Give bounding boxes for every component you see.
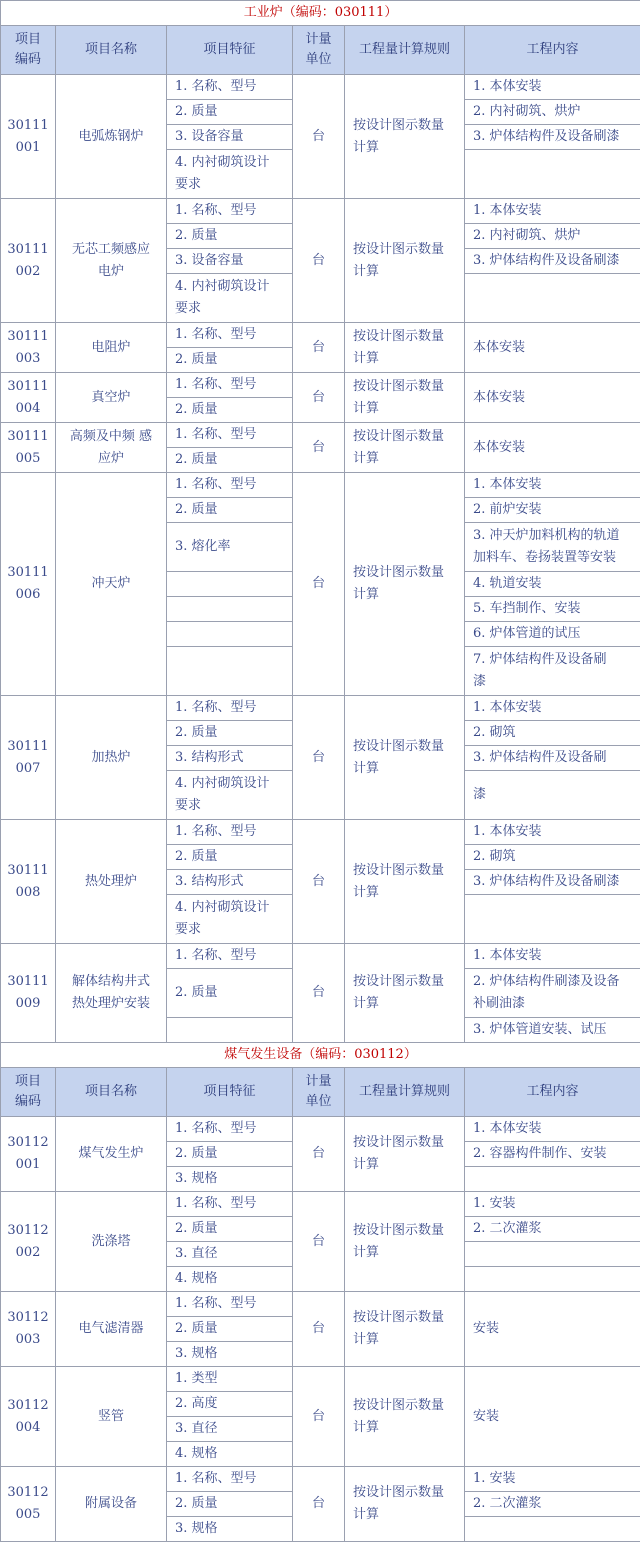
work-content-cell (465, 1267, 640, 1292)
item-name: 热处理炉 (56, 820, 167, 944)
feature-cell: 4. 规格 (167, 1267, 293, 1292)
work-content-cell: 3. 炉体结构件及设备刷漆 (465, 125, 640, 150)
item-name: 真空炉 (56, 373, 167, 423)
work-content-cell: 2. 炉体结构件刷漆及设备 补刷油漆 (465, 969, 640, 1018)
feature-cell: 3. 规格 (167, 1342, 293, 1367)
feature-cell: 2. 质量 (167, 969, 293, 1018)
column-header: 项目特征 (167, 1068, 293, 1117)
table-row (1, 944, 640, 969)
column-header: 工程内容 (465, 1068, 640, 1117)
rule-cell: 按设计图示数量 计算 (345, 696, 465, 820)
work-content-cell: 1. 本体安装 (465, 1117, 640, 1142)
work-content-cell: 2. 砌筑 (465, 845, 640, 870)
table-row (1, 373, 640, 398)
feature-cell: 3. 设备容量 (167, 125, 293, 150)
feature-cell: 3. 直径 (167, 1242, 293, 1267)
item-code: 30111 002 (1, 199, 56, 323)
work-content-cell: 1. 本体安装 (465, 75, 640, 100)
feature-cell: 2. 质量 (167, 224, 293, 249)
table-row (1, 696, 640, 721)
feature-cell: 4. 规格 (167, 1442, 293, 1467)
work-content-cell: 1. 本体安装 (465, 944, 640, 969)
table-row (1, 1192, 640, 1217)
unit-cell: 台 (293, 373, 345, 423)
work-content-cell (465, 895, 640, 944)
rule-cell: 按设计图示数量 计算 (345, 199, 465, 323)
work-content-cell (465, 150, 640, 199)
item-code: 30111 003 (1, 323, 56, 373)
item-code: 30111 007 (1, 696, 56, 820)
unit-cell: 台 (293, 944, 345, 1043)
item-name: 洗涤塔 (56, 1192, 167, 1292)
column-header: 计量 单位 (293, 1068, 345, 1117)
work-content-cell: 1. 安装 (465, 1192, 640, 1217)
feature-cell: 3. 结构形式 (167, 870, 293, 895)
item-code: 30112 003 (1, 1292, 56, 1367)
feature-cell: 3. 规格 (167, 1167, 293, 1192)
work-content-cell: 本体安装 (465, 423, 640, 473)
feature-cell: 3. 熔化率 (167, 523, 293, 572)
work-content-cell: 1. 安装 (465, 1467, 640, 1492)
work-content-cell: 1. 本体安装 (465, 199, 640, 224)
section-title-row (1, 1043, 640, 1068)
table-row (1, 1292, 640, 1317)
rule-cell: 按设计图示数量 计算 (345, 820, 465, 944)
item-code: 30111 004 (1, 373, 56, 423)
column-header: 工程量计算规则 (345, 1068, 465, 1117)
feature-cell: 3. 设备容量 (167, 249, 293, 274)
feature-cell: 2. 质量 (167, 1492, 293, 1517)
column-header: 工程量计算规则 (345, 26, 465, 75)
feature-cell: 3. 规格 (167, 1517, 293, 1542)
item-code: 30112 002 (1, 1192, 56, 1292)
feature-cell: 1. 名称、型号 (167, 323, 293, 348)
item-code: 30111 001 (1, 75, 56, 199)
item-name: 电弧炼钢炉 (56, 75, 167, 199)
rule-cell: 按设计图示数量 计算 (345, 1367, 465, 1467)
work-content-cell (465, 1167, 640, 1192)
table-row (1, 473, 640, 498)
item-code: 30111 006 (1, 473, 56, 696)
work-content-cell: 1. 本体安装 (465, 473, 640, 498)
feature-cell: 2. 质量 (167, 348, 293, 373)
item-name: 电气滤清器 (56, 1292, 167, 1367)
rule-cell: 按设计图示数量 计算 (345, 473, 465, 696)
table-row (1, 1117, 640, 1142)
unit-cell: 台 (293, 423, 345, 473)
feature-cell (167, 572, 293, 597)
work-content-cell: 2. 内衬砌筑、烘炉 (465, 224, 640, 249)
feature-cell: 3. 结构形式 (167, 746, 293, 771)
feature-cell: 1. 名称、型号 (167, 75, 293, 100)
item-name: 加热炉 (56, 696, 167, 820)
table-row (1, 423, 640, 448)
item-name: 竖管 (56, 1367, 167, 1467)
column-header: 项目 编码 (1, 26, 56, 75)
work-content-cell: 1. 本体安装 (465, 820, 640, 845)
work-content-cell: 安装 (465, 1367, 640, 1467)
column-header: 计量 单位 (293, 26, 345, 75)
feature-cell: 3. 直径 (167, 1417, 293, 1442)
feature-cell: 2. 质量 (167, 1317, 293, 1342)
feature-cell: 1. 类型 (167, 1367, 293, 1392)
rule-cell: 按设计图示数量 计算 (345, 75, 465, 199)
feature-cell: 4. 内衬砌筑设计 要求 (167, 150, 293, 199)
work-content-cell: 2. 容器构件制作、安装 (465, 1142, 640, 1167)
unit-cell: 台 (293, 1467, 345, 1542)
feature-cell: 2. 质量 (167, 100, 293, 125)
feature-cell: 1. 名称、型号 (167, 820, 293, 845)
feature-cell (167, 647, 293, 696)
work-content-cell: 1. 本体安装 (465, 696, 640, 721)
feature-cell: 2. 质量 (167, 1217, 293, 1242)
column-header: 项目 编码 (1, 1068, 56, 1117)
feature-cell: 2. 质量 (167, 721, 293, 746)
column-header: 工程内容 (465, 26, 640, 75)
feature-cell: 1. 名称、型号 (167, 696, 293, 721)
header-row (1, 1068, 640, 1117)
table-row (1, 199, 640, 224)
work-content-cell: 本体安装 (465, 373, 640, 423)
item-name: 冲天炉 (56, 473, 167, 696)
work-content-cell: 6. 炉体管道的试压 (465, 622, 640, 647)
feature-cell: 2. 质量 (167, 498, 293, 523)
unit-cell: 台 (293, 199, 345, 323)
work-content-cell: 3. 炉体结构件及设备刷 (465, 746, 640, 771)
work-content-cell: 本体安装 (465, 323, 640, 373)
section-title-row (1, 1, 640, 26)
work-content-cell: 2. 二次灌浆 (465, 1492, 640, 1517)
work-content-cell (465, 274, 640, 323)
table-row (1, 75, 640, 100)
work-content-cell (465, 1517, 640, 1542)
unit-cell: 台 (293, 820, 345, 944)
item-name: 煤气发生炉 (56, 1117, 167, 1192)
unit-cell: 台 (293, 75, 345, 199)
work-content-cell: 2. 内衬砌筑、烘炉 (465, 100, 640, 125)
feature-cell: 1. 名称、型号 (167, 423, 293, 448)
unit-cell: 台 (293, 1192, 345, 1292)
unit-cell: 台 (293, 696, 345, 820)
item-code: 30111 009 (1, 944, 56, 1043)
feature-cell: 2. 质量 (167, 1142, 293, 1167)
feature-cell: 2. 质量 (167, 448, 293, 473)
column-header: 项目名称 (56, 1068, 167, 1117)
work-content-cell: 漆 (465, 771, 640, 820)
section-title: 工业炉（编码：030111） (1, 1, 640, 26)
feature-cell: 4. 内衬砌筑设计 要求 (167, 274, 293, 323)
feature-cell: 2. 质量 (167, 398, 293, 423)
work-content-cell: 2. 前炉安装 (465, 498, 640, 523)
rule-cell: 按设计图示数量 计算 (345, 1192, 465, 1292)
item-name: 无芯工频感应 电炉 (56, 199, 167, 323)
work-content-cell: 3. 炉体管道安装、试压 (465, 1018, 640, 1043)
rule-cell: 按设计图示数量 计算 (345, 1292, 465, 1367)
work-content-cell: 安装 (465, 1292, 640, 1367)
item-name: 解体结构井式 热处理炉安装 (56, 944, 167, 1043)
section-title: 煤气发生设备（编码：030112） (1, 1043, 640, 1068)
unit-cell: 台 (293, 1292, 345, 1367)
unit-cell: 台 (293, 1367, 345, 1467)
work-content-cell: 5. 车挡制作、安装 (465, 597, 640, 622)
item-name: 附属设备 (56, 1467, 167, 1542)
feature-cell (167, 622, 293, 647)
work-content-cell: 7. 炉体结构件及设备刷 漆 (465, 647, 640, 696)
item-code: 30111 008 (1, 820, 56, 944)
column-header: 项目特征 (167, 26, 293, 75)
unit-cell: 台 (293, 323, 345, 373)
item-code: 30111 005 (1, 423, 56, 473)
rule-cell: 按设计图示数量 计算 (345, 1467, 465, 1542)
item-name: 电阻炉 (56, 323, 167, 373)
unit-cell: 台 (293, 1117, 345, 1192)
table-row (1, 1367, 640, 1392)
item-code: 30112 004 (1, 1367, 56, 1467)
rule-cell: 按设计图示数量 计算 (345, 373, 465, 423)
unit-cell: 台 (293, 473, 345, 696)
feature-cell: 1. 名称、型号 (167, 199, 293, 224)
work-content-cell: 3. 炉体结构件及设备刷漆 (465, 870, 640, 895)
feature-cell (167, 597, 293, 622)
work-content-cell: 2. 砌筑 (465, 721, 640, 746)
column-header: 项目名称 (56, 26, 167, 75)
rule-cell: 按设计图示数量 计算 (345, 323, 465, 373)
feature-cell: 1. 名称、型号 (167, 373, 293, 398)
item-code: 30112 005 (1, 1467, 56, 1542)
rule-cell: 按设计图示数量 计算 (345, 944, 465, 1043)
work-content-cell: 3. 冲天炉加料机构的轨道 加料车、卷扬装置等安装 (465, 523, 640, 572)
work-content-cell: 2. 二次灌浆 (465, 1217, 640, 1242)
table-row (1, 323, 640, 348)
feature-cell: 1. 名称、型号 (167, 1192, 293, 1217)
work-content-cell: 3. 炉体结构件及设备刷漆 (465, 249, 640, 274)
table-row (1, 1467, 640, 1492)
table-row (1, 820, 640, 845)
work-content-cell: 4. 轨道安装 (465, 572, 640, 597)
feature-cell: 2. 质量 (167, 845, 293, 870)
feature-cell: 2. 高度 (167, 1392, 293, 1417)
rule-cell: 按设计图示数量 计算 (345, 423, 465, 473)
feature-cell: 1. 名称、型号 (167, 1467, 293, 1492)
feature-cell (167, 1018, 293, 1043)
work-content-cell (465, 1242, 640, 1267)
item-name: 高频及中频 感 应炉 (56, 423, 167, 473)
feature-cell: 4. 内衬砌筑设计 要求 (167, 895, 293, 944)
feature-cell: 4. 内衬砌筑设计 要求 (167, 771, 293, 820)
rule-cell: 按设计图示数量 计算 (345, 1117, 465, 1192)
feature-cell: 1. 名称、型号 (167, 944, 293, 969)
feature-cell: 1. 名称、型号 (167, 473, 293, 498)
feature-cell: 1. 名称、型号 (167, 1117, 293, 1142)
item-code: 30112 001 (1, 1117, 56, 1192)
header-row (1, 26, 640, 75)
feature-cell: 1. 名称、型号 (167, 1292, 293, 1317)
